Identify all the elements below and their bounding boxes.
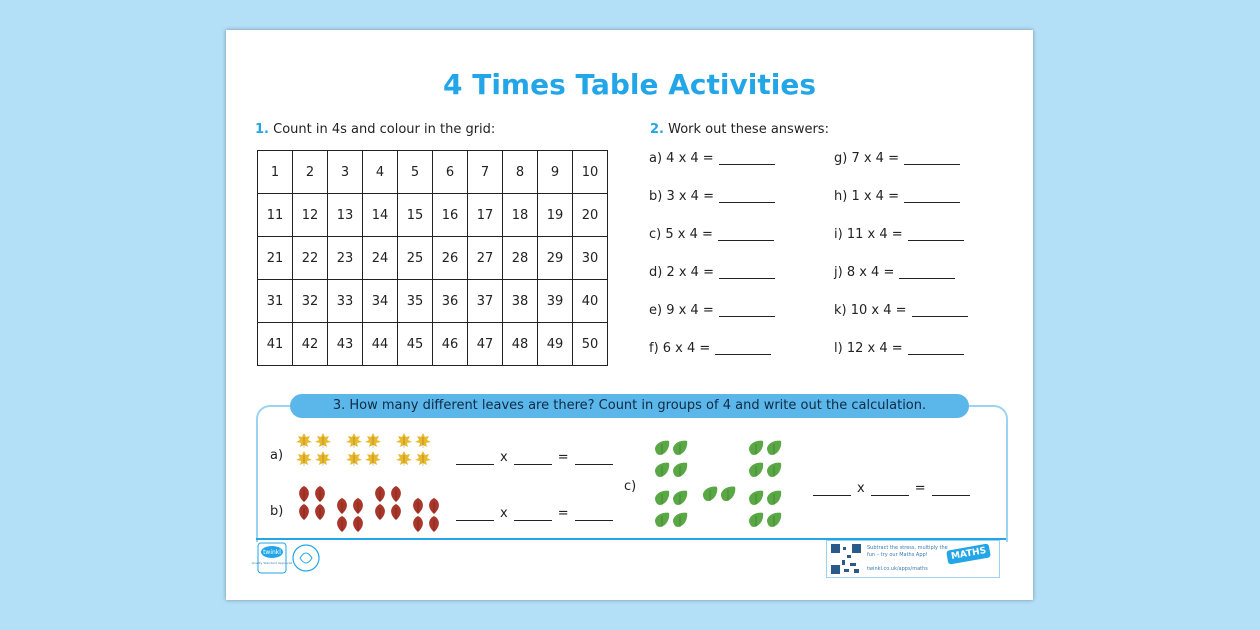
times-sign: x <box>857 481 865 496</box>
round-leaf-icon <box>672 440 688 456</box>
grid-cell[interactable]: 21 <box>258 237 293 280</box>
oval-leaf-icon <box>312 486 328 502</box>
round-leaf-icon <box>748 462 764 478</box>
answers-right-column <box>834 139 968 367</box>
round-leaf-icon <box>766 462 782 478</box>
round-leaf-icon <box>672 512 688 528</box>
qr-code-icon <box>830 543 862 575</box>
brand-logo-text: twinkl <box>263 549 281 556</box>
answer-blank[interactable] <box>912 304 968 317</box>
oval-leaf-icon <box>312 504 328 520</box>
equals-sign: = <box>557 450 569 465</box>
grid-cell[interactable]: 27 <box>468 237 503 280</box>
round-leaf-icon <box>766 512 782 528</box>
oval-leaf-icon <box>410 516 426 532</box>
round-leaf-icon <box>672 462 688 478</box>
grid-cell[interactable]: 40 <box>573 280 608 323</box>
grid-cell[interactable]: 14 <box>363 194 398 237</box>
answer-blank[interactable] <box>514 454 552 465</box>
grid-cell[interactable]: 6 <box>433 151 468 194</box>
maple-leaf-icon <box>415 451 431 467</box>
oval-leaf-icon <box>388 504 404 520</box>
grid-cell[interactable]: 26 <box>433 237 468 280</box>
quality-logo-text: Quality Standard Approved <box>251 561 293 565</box>
answer-blank[interactable] <box>575 510 613 521</box>
grid-cell[interactable]: 7 <box>468 151 503 194</box>
answer-blank[interactable] <box>904 190 960 203</box>
grid-cell[interactable]: 50 <box>573 323 608 366</box>
footer-logos <box>251 542 336 580</box>
answer-row <box>649 215 775 253</box>
grid-cell[interactable]: 41 <box>258 323 293 366</box>
grid-row <box>258 323 608 366</box>
grid-cell[interactable]: 37 <box>468 280 503 323</box>
answer-blank[interactable] <box>813 485 851 496</box>
promo-text: Subtract the stress, multiply the fun – try our Maths App! twinkl.co.uk/apps/maths <box>867 545 948 572</box>
answer-question: i) 11 x 4 = <box>834 226 903 242</box>
part-b-label: b) <box>270 504 284 519</box>
answer-row <box>834 253 968 291</box>
answer-blank[interactable] <box>932 485 970 496</box>
answer-question: c) 5 x 4 = <box>649 226 713 242</box>
answer-blank[interactable] <box>514 510 552 521</box>
grid-cell[interactable]: 18 <box>503 194 538 237</box>
part-c-label: c) <box>624 479 637 494</box>
grid-row <box>258 194 608 237</box>
grid-cell[interactable]: 2 <box>293 151 328 194</box>
question-3-box <box>256 405 1008 542</box>
answer-blank[interactable] <box>719 190 775 203</box>
grid-cell[interactable]: 49 <box>538 323 573 366</box>
answer-question: a) 4 x 4 = <box>649 150 714 166</box>
grid-cell[interactable]: 10 <box>573 151 608 194</box>
oval-leaf-icon <box>410 498 426 514</box>
grid-cell[interactable]: 34 <box>363 280 398 323</box>
round-leaf-icon <box>654 490 670 506</box>
grid-cell[interactable]: 3 <box>328 151 363 194</box>
quality-logo-icon <box>251 542 336 576</box>
grid-cell[interactable]: 46 <box>433 323 468 366</box>
maple-leaf-icon <box>315 451 331 467</box>
grid-cell[interactable]: 9 <box>538 151 573 194</box>
maple-leaf-icon <box>415 433 431 449</box>
grid-cell[interactable]: 38 <box>503 280 538 323</box>
answer-question: k) 10 x 4 = <box>834 302 907 318</box>
calc-line-b[interactable] <box>450 506 619 521</box>
round-leaf-icon <box>748 512 764 528</box>
grid-cell[interactable]: 23 <box>328 237 363 280</box>
answer-question: b) 3 x 4 = <box>649 188 714 204</box>
answer-blank[interactable] <box>456 454 494 465</box>
question-1-text: Count in 4s and colour in the grid: <box>273 122 496 137</box>
grid-cell[interactable]: 4 <box>363 151 398 194</box>
question-3-banner: 3. How many different leaves are there? Count in groups of 4 and write out the calculation. <box>290 394 969 418</box>
maths-app-promo[interactable] <box>826 540 1000 578</box>
answer-row <box>834 139 968 177</box>
grid-cell[interactable]: 45 <box>398 323 433 366</box>
grid-cell[interactable]: 35 <box>398 280 433 323</box>
hundred-grid <box>257 150 608 366</box>
answer-blank[interactable] <box>899 266 955 279</box>
maths-app-badge: MATHS <box>946 543 991 564</box>
oval-leaf-icon <box>426 516 442 532</box>
answer-row <box>834 329 968 367</box>
grid-cell[interactable]: 31 <box>258 280 293 323</box>
question-1-number: 1. <box>255 122 269 137</box>
answer-blank[interactable] <box>715 342 771 355</box>
oval-leaf-icon <box>296 504 312 520</box>
answer-blank[interactable] <box>456 510 494 521</box>
oval-leaf-icon <box>350 498 366 514</box>
part-a-label: a) <box>270 448 284 463</box>
answer-question: h) 1 x 4 = <box>834 188 899 204</box>
grid-cell[interactable]: 44 <box>363 323 398 366</box>
round-leaf-icon <box>720 486 736 502</box>
answer-blank[interactable] <box>871 485 909 496</box>
grid-cell[interactable]: 42 <box>293 323 328 366</box>
round-leaf-icon <box>702 486 718 502</box>
oval-leaf-icon <box>296 486 312 502</box>
oval-leaf-icon <box>426 498 442 514</box>
grid-cell[interactable]: 19 <box>538 194 573 237</box>
answer-blank[interactable] <box>719 304 775 317</box>
round-leaf-icon <box>766 490 782 506</box>
answer-blank[interactable] <box>718 228 774 241</box>
answer-question: g) 7 x 4 = <box>834 150 899 166</box>
answer-row <box>649 139 775 177</box>
grid-cell[interactable]: 48 <box>503 323 538 366</box>
maple-leaf-icon <box>296 451 312 467</box>
grid-cell[interactable]: 33 <box>328 280 363 323</box>
maple-leaf-icon <box>346 451 362 467</box>
answer-blank[interactable] <box>904 152 960 165</box>
grid-cell[interactable]: 15 <box>398 194 433 237</box>
times-sign: x <box>500 506 508 521</box>
answer-question: d) 2 x 4 = <box>649 264 714 280</box>
grid-row <box>258 151 608 194</box>
question-2-text: Work out these answers: <box>668 122 829 137</box>
answer-blank[interactable] <box>575 454 613 465</box>
question-1-heading <box>255 122 495 137</box>
answer-question: f) 6 x 4 = <box>649 340 711 356</box>
grid-cell[interactable]: 13 <box>328 194 363 237</box>
maple-leaf-icon <box>296 433 312 449</box>
grid-cell[interactable]: 30 <box>573 237 608 280</box>
answer-row <box>834 291 968 329</box>
page-title: 4 Times Table Activities <box>442 68 816 101</box>
maple-leaf-icon <box>365 451 381 467</box>
grid-cell[interactable]: 11 <box>258 194 293 237</box>
oval-leaf-icon <box>350 516 366 532</box>
grid-cell[interactable]: 12 <box>293 194 328 237</box>
answer-blank[interactable] <box>719 266 775 279</box>
grid-cell[interactable]: 16 <box>433 194 468 237</box>
maple-leaf-icon <box>365 433 381 449</box>
oval-leaf-icon <box>334 498 350 514</box>
grid-cell[interactable]: 5 <box>398 151 433 194</box>
answer-row <box>834 177 968 215</box>
answer-blank[interactable] <box>908 342 964 355</box>
question-2-heading <box>650 122 829 137</box>
grid-cell[interactable]: 39 <box>538 280 573 323</box>
answer-question: l) 12 x 4 = <box>834 340 903 356</box>
grid-cell[interactable]: 20 <box>573 194 608 237</box>
grid-row <box>258 280 608 323</box>
calc-line-a[interactable] <box>450 450 619 465</box>
maple-leaf-icon <box>396 433 412 449</box>
answer-question: j) 8 x 4 = <box>834 264 895 280</box>
maple-leaf-icon <box>315 433 331 449</box>
calc-line-c[interactable] <box>807 481 976 496</box>
grid-row <box>258 237 608 280</box>
equals-sign: = <box>557 506 569 521</box>
answer-row <box>834 215 968 253</box>
round-leaf-icon <box>748 440 764 456</box>
grid-cell[interactable]: 24 <box>363 237 398 280</box>
oval-leaf-icon <box>372 504 388 520</box>
grid-cell[interactable]: 22 <box>293 237 328 280</box>
answer-row <box>649 291 775 329</box>
oval-leaf-icon <box>334 516 350 532</box>
oval-leaf-icon <box>388 486 404 502</box>
grid-cell[interactable]: 29 <box>538 237 573 280</box>
answer-blank[interactable] <box>908 228 964 241</box>
grid-cell[interactable]: 25 <box>398 237 433 280</box>
maple-leaf-icon <box>346 433 362 449</box>
times-sign: x <box>500 450 508 465</box>
answer-row <box>649 177 775 215</box>
promo-url: twinkl.co.uk/apps/maths <box>867 566 928 572</box>
answers-left-column <box>649 139 775 367</box>
worksheet <box>226 30 1033 600</box>
maple-leaf-icon <box>396 451 412 467</box>
answer-row <box>649 329 775 367</box>
answer-row <box>649 253 775 291</box>
question-2-number: 2. <box>650 122 664 137</box>
round-leaf-icon <box>654 440 670 456</box>
round-leaf-icon <box>748 490 764 506</box>
grid-cell[interactable]: 47 <box>468 323 503 366</box>
answer-question: e) 9 x 4 = <box>649 302 714 318</box>
grid-cell[interactable]: 36 <box>433 280 468 323</box>
grid-cell[interactable]: 43 <box>328 323 363 366</box>
round-leaf-icon <box>654 462 670 478</box>
grid-cell[interactable]: 1 <box>258 151 293 194</box>
grid-cell[interactable]: 8 <box>503 151 538 194</box>
equals-sign: = <box>914 481 926 496</box>
round-leaf-icon <box>766 440 782 456</box>
grid-cell[interactable]: 28 <box>503 237 538 280</box>
grid-cell[interactable]: 17 <box>468 194 503 237</box>
answer-blank[interactable] <box>719 152 775 165</box>
round-leaf-icon <box>654 512 670 528</box>
oval-leaf-icon <box>372 486 388 502</box>
round-leaf-icon <box>672 490 688 506</box>
grid-cell[interactable]: 32 <box>293 280 328 323</box>
